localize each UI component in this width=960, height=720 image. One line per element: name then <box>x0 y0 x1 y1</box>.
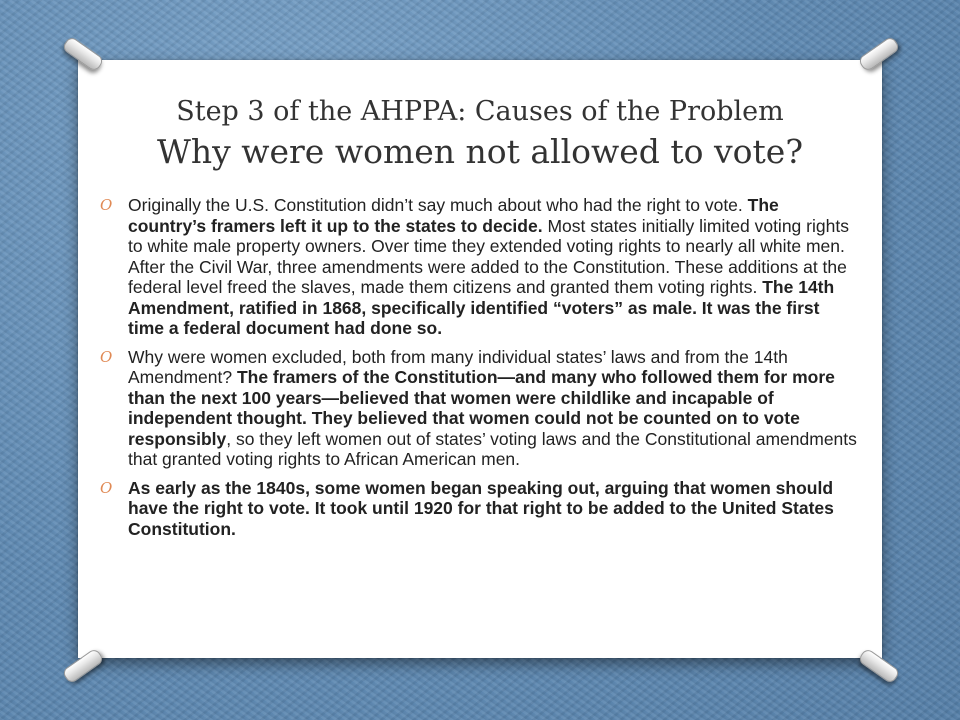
bullet-2-seg-3: , so they left women out of states’ voting laws and the Constitutional amendments that granted voting rights to African American men. <box>128 428 857 469</box>
bullet-1-seg-4: The 14th Amendment, ratified in 1868, specifically identified “voters” as male. It was the first time a federal document had done so. <box>128 277 835 338</box>
bullet-3-seg-1: As early as the 1840s, some women began speaking out, arguing that women should have the right to vote. It took until 1920 for that right to be added to the United States Constitution. <box>128 477 834 539</box>
bullet-marker-icon: O <box>100 196 113 214</box>
bullet-item-1 <box>100 195 860 339</box>
slide-body <box>100 195 860 547</box>
bullet-marker-icon: O <box>100 478 113 497</box>
title-question: Why were women not allowed to vote? <box>156 132 804 171</box>
bullet-1-seg-3: Most states initially limited voting rights to white male property owners. Over time they extended voting rights to nearly all white men. After the Civil War, three amendments were added to the Constitution. These additions at the federal level freed the slaves, made them citizens and granted them voting rights. <box>128 215 849 297</box>
bullet-item-2 <box>100 347 860 470</box>
bullet-1-seg-1: Originally the U.S. Constitution didn’t say much about who had the right to vote. <box>128 195 748 215</box>
slide-title <box>78 93 882 173</box>
bullet-1-seg-2: The country’s framers left it up to the states to decide. <box>128 195 779 236</box>
bullet-2-text <box>128 347 857 470</box>
bullet-2-seg-1: Why were women excluded, both from many individual states’ laws and from the 14th Amendment? <box>128 346 788 387</box>
bullet-2-seg-2: The framers of the Constitution—and many who followed them for more than the next 100 years—believed that women were childlike and incapable of independent thought. They believed that women could not be counted on to vote responsibly <box>128 367 835 449</box>
bullet-item-3 <box>100 478 860 540</box>
bullet-1-text <box>128 195 849 338</box>
bullet-3-text <box>128 478 834 539</box>
title-step: Step 3 of the AHPPA: Causes of the Problem <box>176 96 784 127</box>
bullet-marker-icon: O <box>100 347 113 366</box>
